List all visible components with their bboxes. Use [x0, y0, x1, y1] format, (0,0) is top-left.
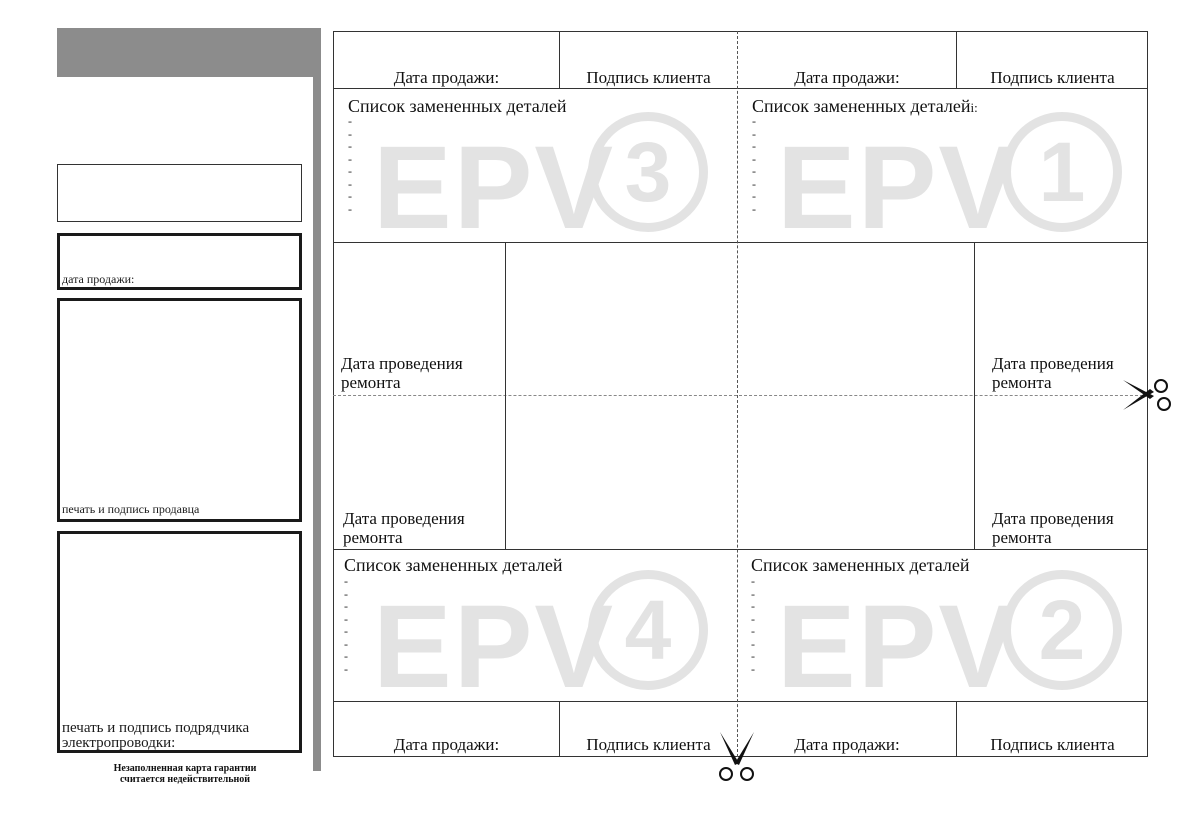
divider-repair-right: [974, 242, 975, 549]
list-item: -: [348, 164, 352, 178]
list-item: -: [751, 611, 755, 626]
top-right-list-title: [752, 96, 978, 118]
watermark-number-3: 3: [588, 112, 708, 232]
bottom-sale-date-left: Дата продажи:: [393, 735, 500, 754]
list-item: -: [348, 114, 352, 128]
list-item: -: [751, 661, 755, 676]
list-item: -: [344, 624, 348, 638]
repair-date-upper-left: Дата проведения ремонта: [341, 354, 463, 392]
list-item: -: [752, 189, 756, 203]
list-item: -: [344, 636, 348, 651]
list-item: -: [751, 624, 755, 638]
list-item: -: [752, 139, 756, 153]
product-info-box: [57, 164, 302, 222]
list-item: -: [752, 114, 756, 128]
bottom-left-list-title: Список замененных деталей: [344, 555, 563, 575]
list-item: -: [751, 599, 755, 613]
bottom-client-signature-left: Подпись клиента: [560, 736, 737, 754]
top-right-list-title-text: Список замененных деталей: [752, 96, 971, 116]
warranty-footnote: Незаполненная карта гарантии считается недействительной: [113, 763, 257, 785]
bottom-right-list-items: [751, 575, 755, 675]
list-item: -: [752, 201, 756, 216]
list-item: -: [348, 201, 352, 216]
bottom-left-list-items: [344, 575, 348, 675]
list-item: -: [348, 139, 352, 153]
seller-stamp-label: печать и подпись продавца: [62, 502, 200, 516]
list-item: -: [752, 176, 756, 191]
repair-date-upper-right: Дата проведения ремонта: [992, 354, 1114, 392]
list-item: -: [344, 611, 348, 626]
list-item: -: [348, 126, 352, 141]
scissors-icon: [717, 731, 757, 783]
watermark-epv-1: EPV: [777, 122, 1020, 254]
list-item: -: [752, 126, 756, 141]
divider-repair-left: [505, 242, 506, 549]
list-item: -: [348, 176, 352, 191]
list-item: -: [751, 636, 755, 651]
seller-stamp-box: [57, 298, 302, 522]
header-gray-band: [57, 28, 321, 77]
scissors-icon: [1122, 377, 1172, 413]
bottom-client-signature-right: Подпись клиента: [990, 735, 1115, 754]
watermark-number-2: 2: [1002, 570, 1122, 690]
list-item: -: [344, 661, 348, 676]
watermark-epv-4: EPV: [373, 581, 616, 713]
list-item: -: [751, 649, 755, 663]
list-item: -: [751, 586, 755, 601]
top-sale-date-right: Дата продажи:: [794, 68, 900, 87]
list-item: -: [752, 151, 756, 166]
list-item: -: [752, 164, 756, 178]
top-right-list-title-suffix: i:: [970, 100, 978, 115]
list-item: -: [344, 586, 348, 601]
cut-line-vertical: [737, 31, 738, 757]
bottom-sale-date-right: Дата продажи:: [794, 735, 900, 754]
sale-date-label: дата продажи:: [62, 272, 135, 286]
divider-top-row: [333, 88, 1148, 89]
repair-date-lower-right: Дата проведения ремонта: [992, 509, 1114, 547]
contractor-stamp-label: печать и подпись подрядчика электропроводки:: [62, 720, 250, 751]
sale-date-box: [57, 233, 302, 290]
watermark-number-1: 1: [1002, 112, 1122, 232]
top-left-list-items: [348, 115, 352, 215]
repair-date-lower-left: Дата проведения ремонта: [343, 509, 465, 547]
top-left-list-title: Список замененных деталей: [348, 96, 567, 116]
watermark-epv-2: EPV: [777, 581, 1020, 713]
list-item: -: [348, 151, 352, 166]
watermark-number-4: 4: [588, 570, 708, 690]
top-sale-date-left: Дата продажи:: [393, 68, 500, 87]
top-client-signature-right: Подпись клиента: [990, 68, 1115, 87]
top-right-list-items: [752, 115, 756, 215]
watermark-epv-3: EPV: [373, 122, 616, 254]
list-item: -: [344, 599, 348, 613]
cut-line-horizontal: [333, 395, 1148, 396]
contractor-stamp-box: [57, 531, 302, 753]
bottom-right-list-title: Список замененных деталей: [751, 555, 970, 575]
list-item: -: [344, 574, 348, 588]
list-item: -: [348, 189, 352, 203]
divider-bottom-list: [333, 549, 1148, 550]
list-item: -: [344, 649, 348, 663]
side-gray-bar: [313, 77, 321, 771]
list-item: -: [751, 574, 755, 588]
top-client-signature-left: Подпись клиента: [586, 68, 711, 87]
